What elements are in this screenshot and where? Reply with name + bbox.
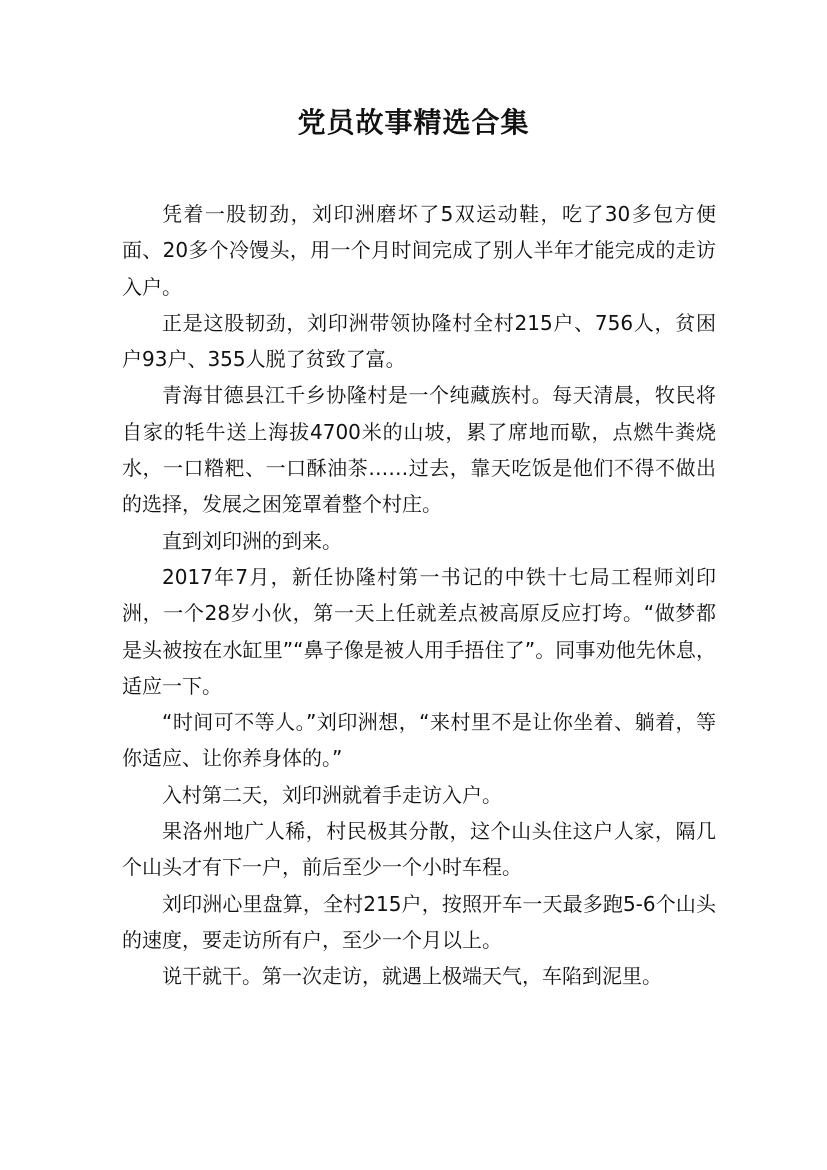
paragraph: 正是这股韧劲，刘印洲带领协隆村全村215户、756人，贫困户93户、355人脱了贫致了富。 (122, 310, 716, 372)
paragraph: 说干就干。第一次走访，就遇上极端天气，车陷到泥里。 (162, 964, 662, 989)
paragraph: 果洛州地广人稀，村民极其分散，这个山头住这户人家，隔几个山头才有下一户，前后至少一个小时车程。 (122, 819, 716, 880)
document-body (122, 196, 716, 995)
paragraph: 直到刘印洲的到来。 (162, 528, 342, 553)
paragraph: “时间可不等人。”刘印洲想，“来村里不是让你坐着、躺着，等你适应、让你养身体的。” (122, 710, 716, 771)
paragraph: 凭着一股韧劲，刘印洲磨坏了5双运动鞋，吃了30多包方便面、20多个冷馒头，用一个月时间完成了别人半年才能完成的走访入户。 (122, 202, 716, 299)
paragraph: 刘印洲心里盘算，全村215户，按照开车一天最多跑5-6个山头的速度，要走访所有户，至少一个月以上。 (122, 891, 716, 952)
paragraph: 2017年7月，新任协隆村第一书记的中铁十七局工程师刘印洲，一个28岁小伙，第一天上任就差点被高原反应打垮。“做梦都是头被按在水缸里”“鼻子像是被人用手捂住了”。同事劝他先休息，适应一下。 (122, 564, 716, 698)
paragraph: 入村第二天，刘印洲就着手走访入户。 (162, 782, 502, 807)
document-title: 党员故事精选合集 (297, 106, 530, 139)
paragraph: 青海甘德县江千乡协隆村是一个纯藏族村。每天清晨，牧民将自家的牦牛送上海拔4700米的山坡，累了席地而歇，点燃牛粪烧水，一口糌粑、一口酥油茶……过去，靠天吃饭是他们不得不做出的选择，发展之困笼罩着整个村庄。 (122, 383, 716, 517)
